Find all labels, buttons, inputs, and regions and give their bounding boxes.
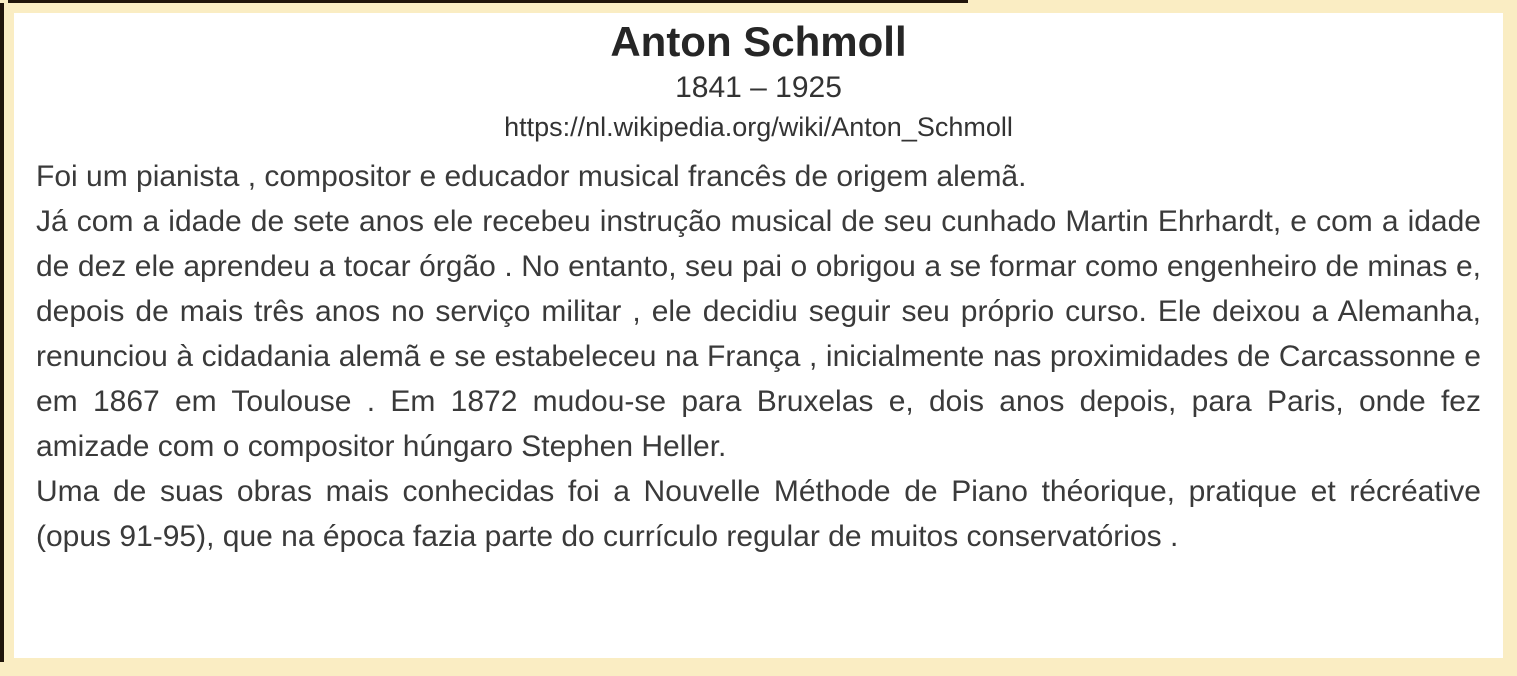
page-title: Anton Schmoll bbox=[610, 18, 907, 65]
biography-text bbox=[36, 154, 1481, 559]
card-header bbox=[14, 17, 1503, 144]
frame-border-left bbox=[0, 3, 4, 662]
biography-paragraph: Já com a idade de sete anos ele recebeu instrução musical de seu cunhado Martin Ehrhardt, e com a idade de dez ele aprendeu a tocar órgão . No entanto, seu pai o obrigou a se formar como engenheiro de minas e, depois de mais três anos no serviço militar , ele decidiu seguir seu próprio curso. Ele deixou a Alemanha, renunciou à cidadania alemã e se estabeleceu na França , inicialmente nas proximidades de Carcassonne e em 1867 em Toulouse . Em 1872 mudou-se para Bruxelas e, dois anos depois, para Paris, onde fez amizade com o compositor húngaro Stephen Heller. bbox=[36, 205, 1481, 463]
biography-paragraph: Foi um pianista , compositor e educador musical francês de origem alemã. bbox=[36, 160, 1027, 193]
lifespan-text: 1841 – 1925 bbox=[675, 71, 842, 104]
info-card bbox=[14, 13, 1503, 658]
frame-border-top bbox=[8, 0, 968, 3]
source-url-text: https://nl.wikipedia.org/wiki/Anton_Schmoll bbox=[504, 112, 1013, 142]
biography-paragraph: Uma de suas obras mais conhecidas foi a Nouvelle Méthode de Piano théorique, pratique et récréative (opus 91-95), que na época fazia parte do currículo regular de muitos conservatórios . bbox=[36, 475, 1481, 553]
